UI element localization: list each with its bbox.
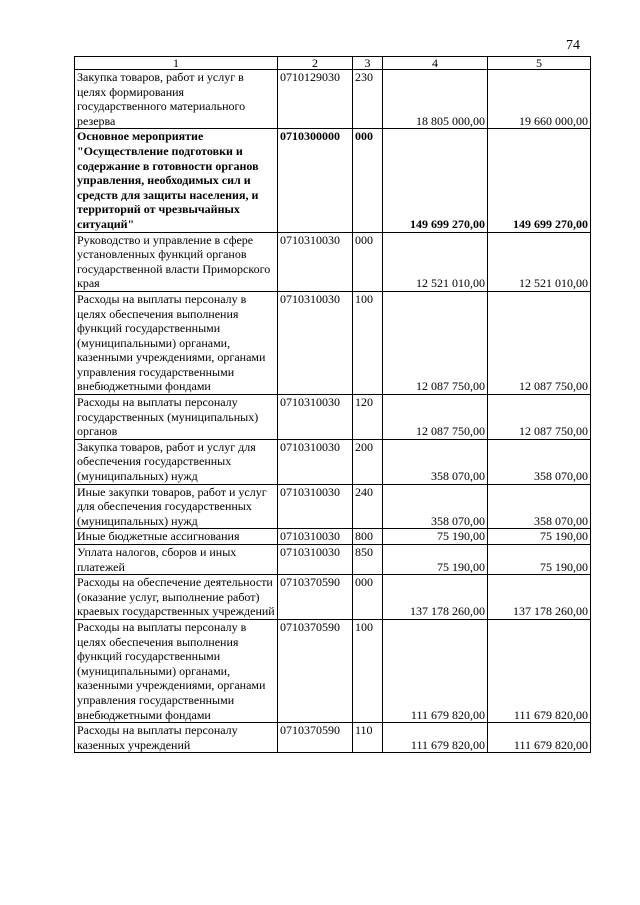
amount-col4-cell: 111 679 820,00 xyxy=(383,619,488,722)
amount-col5-cell: 149 699 270,00 xyxy=(488,129,591,232)
expense-name-cell: Расходы на обеспечение деятельности (оказание услуг, выполнение работ) краевых государственных учреждений xyxy=(75,575,278,620)
expense-name-cell: Расходы на выплаты персоналу государственных (муниципальных) органов xyxy=(75,395,278,440)
amount-col5-cell: 19 660 000,00 xyxy=(488,70,591,129)
table-row xyxy=(75,619,591,722)
amount-col4-cell: 137 178 260,00 xyxy=(383,575,488,620)
amount-col5-cell: 137 178 260,00 xyxy=(488,575,591,620)
target-code-cell: 0710310030 xyxy=(278,439,353,484)
amount-col4-cell: 12 087 750,00 xyxy=(383,291,488,394)
table-row xyxy=(75,439,591,484)
column-header: 2 xyxy=(278,57,353,70)
expense-name-cell: Руководство и управление в сфере установленных функций органов государственной власти Приморского края xyxy=(75,232,278,291)
expense-name-cell: Расходы на выплаты персоналу казенных учреждений xyxy=(75,723,278,753)
amount-col5-cell: 75 190,00 xyxy=(488,545,591,575)
expense-type-cell: 240 xyxy=(353,484,383,529)
target-code-cell: 0710310030 xyxy=(278,232,353,291)
expense-name-cell: Закупка товаров, работ и услуг в целях формирования государственного материального резерва xyxy=(75,70,278,129)
table-row xyxy=(75,232,591,291)
expense-type-cell: 200 xyxy=(353,439,383,484)
expense-name-cell: Уплата налогов, сборов и иных платежей xyxy=(75,545,278,575)
expense-type-cell: 850 xyxy=(353,545,383,575)
target-code-cell: 0710310030 xyxy=(278,545,353,575)
amount-col4-cell: 18 805 000,00 xyxy=(383,70,488,129)
amount-col4-cell: 358 070,00 xyxy=(383,439,488,484)
table-row xyxy=(75,129,591,232)
amount-col4-cell: 358 070,00 xyxy=(383,484,488,529)
expense-type-cell: 000 xyxy=(353,232,383,291)
table-row xyxy=(75,395,591,440)
expense-type-cell: 230 xyxy=(353,70,383,129)
column-header: 3 xyxy=(353,57,383,70)
amount-col5-cell: 358 070,00 xyxy=(488,439,591,484)
expense-name-cell: Закупка товаров, работ и услуг для обеспечения государственных (муниципальных) нужд xyxy=(75,439,278,484)
target-code-cell: 0710370590 xyxy=(278,575,353,620)
expense-type-cell: 800 xyxy=(353,529,383,545)
amount-col4-cell: 75 190,00 xyxy=(383,545,488,575)
column-header: 4 xyxy=(383,57,488,70)
page-number: 74 xyxy=(566,38,580,53)
amount-col4-cell: 75 190,00 xyxy=(383,529,488,545)
table-row xyxy=(75,70,591,129)
amount-col5-cell: 12 087 750,00 xyxy=(488,291,591,394)
amount-col4-cell: 12 087 750,00 xyxy=(383,395,488,440)
target-code-cell: 0710310030 xyxy=(278,395,353,440)
target-code-cell: 0710300000 xyxy=(278,129,353,232)
target-code-cell: 0710310030 xyxy=(278,529,353,545)
expense-type-cell: 100 xyxy=(353,619,383,722)
expense-type-cell: 000 xyxy=(353,575,383,620)
target-code-cell: 0710370590 xyxy=(278,723,353,753)
column-header: 5 xyxy=(488,57,591,70)
target-code-cell: 0710129030 xyxy=(278,70,353,129)
expense-type-cell: 120 xyxy=(353,395,383,440)
amount-col5-cell: 111 679 820,00 xyxy=(488,619,591,722)
amount-col5-cell: 358 070,00 xyxy=(488,484,591,529)
table-row xyxy=(75,723,591,753)
target-code-cell: 0710370590 xyxy=(278,619,353,722)
table-row xyxy=(75,575,591,620)
target-code-cell: 0710310030 xyxy=(278,484,353,529)
expense-name-cell: Иные бюджетные ассигнования xyxy=(75,529,278,545)
expense-name-cell: Расходы на выплаты персоналу в целях обеспечения выполнения функций государственными (муниципальными) органами, казенными учреждениями, органами управления государственными внебюджетными фондами xyxy=(75,619,278,722)
expense-name-cell: Основное мероприятие "Осуществление подготовки и содержание в готовности органов управления, необходимых сил и средств для защиты населения, и территорий от чрезвычайных ситуаций" xyxy=(75,129,278,232)
amount-col5-cell: 12 521 010,00 xyxy=(488,232,591,291)
expense-type-cell: 100 xyxy=(353,291,383,394)
table-row xyxy=(75,291,591,394)
table-row xyxy=(75,529,591,545)
amount-col5-cell: 111 679 820,00 xyxy=(488,723,591,753)
table-row xyxy=(75,484,591,529)
expense-type-cell: 110 xyxy=(353,723,383,753)
expense-type-cell: 000 xyxy=(353,129,383,232)
amount-col4-cell: 111 679 820,00 xyxy=(383,723,488,753)
target-code-cell: 0710310030 xyxy=(278,291,353,394)
column-number-row xyxy=(75,57,591,70)
amount-col5-cell: 75 190,00 xyxy=(488,529,591,545)
amount-col4-cell: 12 521 010,00 xyxy=(383,232,488,291)
expense-name-cell: Иные закупки товаров, работ и услуг для обеспечения государственных (муниципальных) нужд xyxy=(75,484,278,529)
table-row xyxy=(75,545,591,575)
amount-col5-cell: 12 087 750,00 xyxy=(488,395,591,440)
expense-name-cell: Расходы на выплаты персоналу в целях обеспечения выполнения функций государственными (муниципальными) органами, казенными учреждениями, органами управления государственными внебюджетными фондами xyxy=(75,291,278,394)
amount-col4-cell: 149 699 270,00 xyxy=(383,129,488,232)
column-header: 1 xyxy=(75,57,278,70)
budget-table xyxy=(74,56,591,753)
